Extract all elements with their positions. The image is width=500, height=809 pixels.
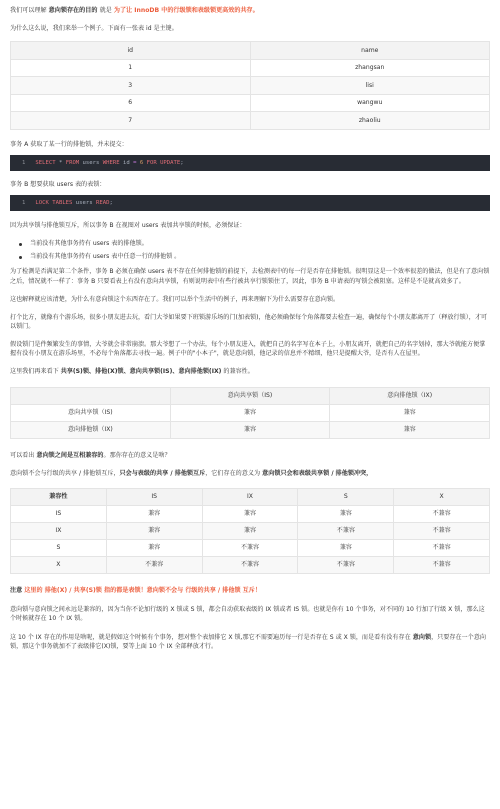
header-id: id [11,42,251,60]
cell-name: wangwu [250,94,490,112]
header-is: 意向共享锁（IS) [170,387,330,404]
code-keyword: FOR UPDATE [146,159,181,166]
table-row [11,59,490,77]
code-text: ; [109,199,113,206]
code-block-tx-b[interactable] [10,195,490,211]
cell: 不兼容 [394,505,490,522]
table-row [11,556,490,573]
final-paragraph-2 [10,633,490,651]
cell: 不兼容 [298,556,394,573]
code-keyword: SELECT [35,159,56,166]
example-paragraph: 打个比方，就像有个游乐场，很多小朋友进去玩，看门大爷如果要下班锁游乐场的门(加表锁)，他必须确保每个角落都要去检查一遍，确保每个小朋友都离开了（释放行锁），才可以锁门。 [10,313,488,331]
users-table [10,41,490,130]
table-row [11,421,490,438]
mutual-text-2: 。那你存在的意义是啥？ [103,451,171,459]
code-keyword: LOCK TABLES [35,199,73,206]
why-paragraph: 这也解释就应该清楚，为什么有意向锁这个东西存在了。我们可以举个生活中的例子，再来理解下为什么需要存在意向锁。 [10,295,340,303]
cell: 兼容 [106,505,202,522]
code-keyword: READ [96,199,110,206]
cell-id: 7 [11,112,251,130]
header-ix: IX [202,488,298,505]
note-prefix: 注意 [10,586,25,594]
code-block-tx-a[interactable] [10,155,490,171]
header-name: name [250,42,490,60]
cell: 兼容 [170,421,330,438]
cell: 兼容 [202,522,298,539]
compat-intro-paragraph [10,367,490,376]
header-s: S [298,488,394,505]
rule-emphasis: 只会与表级的共享 / 排他锁互斥 [119,469,206,477]
rule-emphasis-2: 意向锁只会和表级共享锁 / 排他锁冲突， [260,469,373,477]
table-row [11,77,490,95]
users-table-header [11,42,490,60]
tx-a-text: 事务 A 获取了某一行的排他锁，并未提交： [10,140,128,148]
cell-name: zhangsan [250,59,490,77]
row-label: S [11,539,107,556]
mutual-paragraph [10,451,490,460]
final-text-2: ，只要存在一个意向锁，那这个事务就加不了表级排它(X)锁，要等上面 10 个 IX 全部释放才行。 [10,634,486,651]
final-emphasis: 意向锁 [410,634,432,642]
header-compat: 兼容性 [11,488,107,505]
cell: 不兼容 [394,539,490,556]
mutual-emphasis: 意向锁之间是互相兼容的 [34,451,104,459]
cell: 不兼容 [106,556,202,573]
note-paragraph [10,586,490,595]
cell: 不兼容 [298,522,394,539]
rule-text: 意向锁不会与行级的共享 / 排他锁互斥， [10,469,120,477]
line-number: 1 [22,199,26,206]
intention-compat-table [10,387,490,439]
compat-table-header [11,387,490,404]
row-label: 意向共享锁（IS) [11,404,171,421]
table-row [11,404,490,421]
row-label: X [11,556,107,573]
cell: 兼容 [298,505,394,522]
cell: 兼容 [170,404,330,421]
cell: 兼容 [298,539,394,556]
cell: 不兼容 [202,539,298,556]
code-text: users [72,199,96,206]
compat-intro-text: 这里我们再来看下 [10,368,61,376]
intro-text: 我们可以理解 [10,7,47,14]
cell-id: 6 [11,94,251,112]
table-row [11,112,490,130]
cell: 兼容 [330,421,490,438]
header-x: X [394,488,490,505]
note-highlight: 这里的 排他(X) / 共享(S)锁 指的都是表锁！意向锁不会与 行级的共享 / 排他锁 互斥！ [24,586,261,594]
tx-b-text: 事务 B 想要获取 users 表的表锁： [10,180,106,188]
assume-paragraph: 假设锁门是件频繁发生的事情，大爷就会非常崩溃。那大爷想了一个办法，每个小朋友进入，就把自己的名字写在本子上，小朋友离开，就把自己的名字划掉，那大爷就能方便掌握有没有小朋友在游乐场里，不必每个角落都去寻找一遍。例子中的"小本子"，就是意向锁，他记录的信息并不精细，他只是提醒大爷，是否有人在屋里。 [10,341,486,358]
header-ix: 意向排他锁（IX) [330,387,490,404]
check-paragraph: 为了检测是否满足第二个条件，事务 B 必须在确保 users 表不存在任何排他锁的前提下，去检测表中的每一行是否存在排他锁。很明显这是一个效率很差的做法，但是有了意向锁之后，情况就不一样了：事务 B 只要看表上有没有意向共享锁，有则说明表中有些行被共享行锁锁住了，因此，事务 B 申请表的写锁会被阻塞。这样是不是就高效多了。 [10,268,490,285]
final-text: 这 10 个 IX 存在的作用是啥呢，就是假如这个时候有个事务，想对整个表加排它 X 锁,那它不需要遍历每一行是否存在 S 或 X 锁，而是看有没有存在 [10,634,411,642]
row-label: IS [11,505,107,522]
compat-intro-emphasis: 共享(S)锁、排他(X)锁、意向共享锁(IS)、意向排他锁(IX) [60,368,222,376]
condition-list [10,239,490,261]
matrix-header [11,488,490,505]
cell-name: lisi [250,77,490,95]
header-is: IS [106,488,202,505]
row-label: IX [11,522,107,539]
table-row [11,539,490,556]
cell: 不兼容 [394,556,490,573]
code-text: users [79,159,103,166]
cell: 不兼容 [202,556,298,573]
intro-paragraph [10,6,490,15]
table-row [11,505,490,522]
header-empty [11,387,171,404]
intro-text-2: 就是 [99,7,112,14]
mutual-text: 可以看出 [10,451,35,459]
list-item: 当前没有其他事务持有 users 表中任意一行的排他锁 。 [30,252,490,261]
rule-text-2: ，它们存在的意义为 [205,469,261,477]
cell: 兼容 [330,404,490,421]
code-keyword: FROM [65,159,80,166]
intro-question: 为什么这么说，我们来举一个例子。下面有一张表 id 是主键。 [10,25,178,33]
compat-intro-text-2: 的兼容性。 [221,368,254,376]
code-number: 6 [139,159,144,166]
code-text: ; [180,159,184,166]
table-row [11,94,490,112]
code-keyword: WHERE [102,159,120,166]
cell: 不兼容 [394,522,490,539]
line-number: 1 [22,159,26,166]
code-text: * [55,159,66,166]
cell-id: 1 [11,59,251,77]
final-paragraph-1: 意向锁与意向锁之间永远是兼容的，因为当你不论加行级的 X 锁或 S 锁，都会自动获取表级的 IX 锁或者 IS 锁。也就是你有 10 个事务，对不同的 10 行加了行级 X 锁，那么这个时候就存在 10 个 IX 锁。 [10,606,485,623]
intro-emphasis: 意向锁存在的目的 [46,7,100,14]
cell: 兼容 [106,522,202,539]
cell-id: 3 [11,77,251,95]
row-label: 意向排他锁（IX) [11,421,171,438]
lock-compat-matrix [10,488,490,574]
code-text: id [119,159,134,166]
list-item: 当前没有其他事务持有 users 表的排他锁。 [30,239,490,248]
cell: 兼容 [202,505,298,522]
rule-paragraph [10,469,490,478]
intro-highlight: 为了让 InnoDB 中的行级锁和表级锁更高效的共存。 [111,7,259,14]
cell: 兼容 [106,539,202,556]
table-row [11,522,490,539]
code-operator: = [133,159,137,166]
cell-name: zhaoliu [250,112,490,130]
share-paragraph: 因为共享锁与排他锁互斥，所以事务 B 在视图对 users 表加共享锁的时候，必须保证： [10,222,246,230]
